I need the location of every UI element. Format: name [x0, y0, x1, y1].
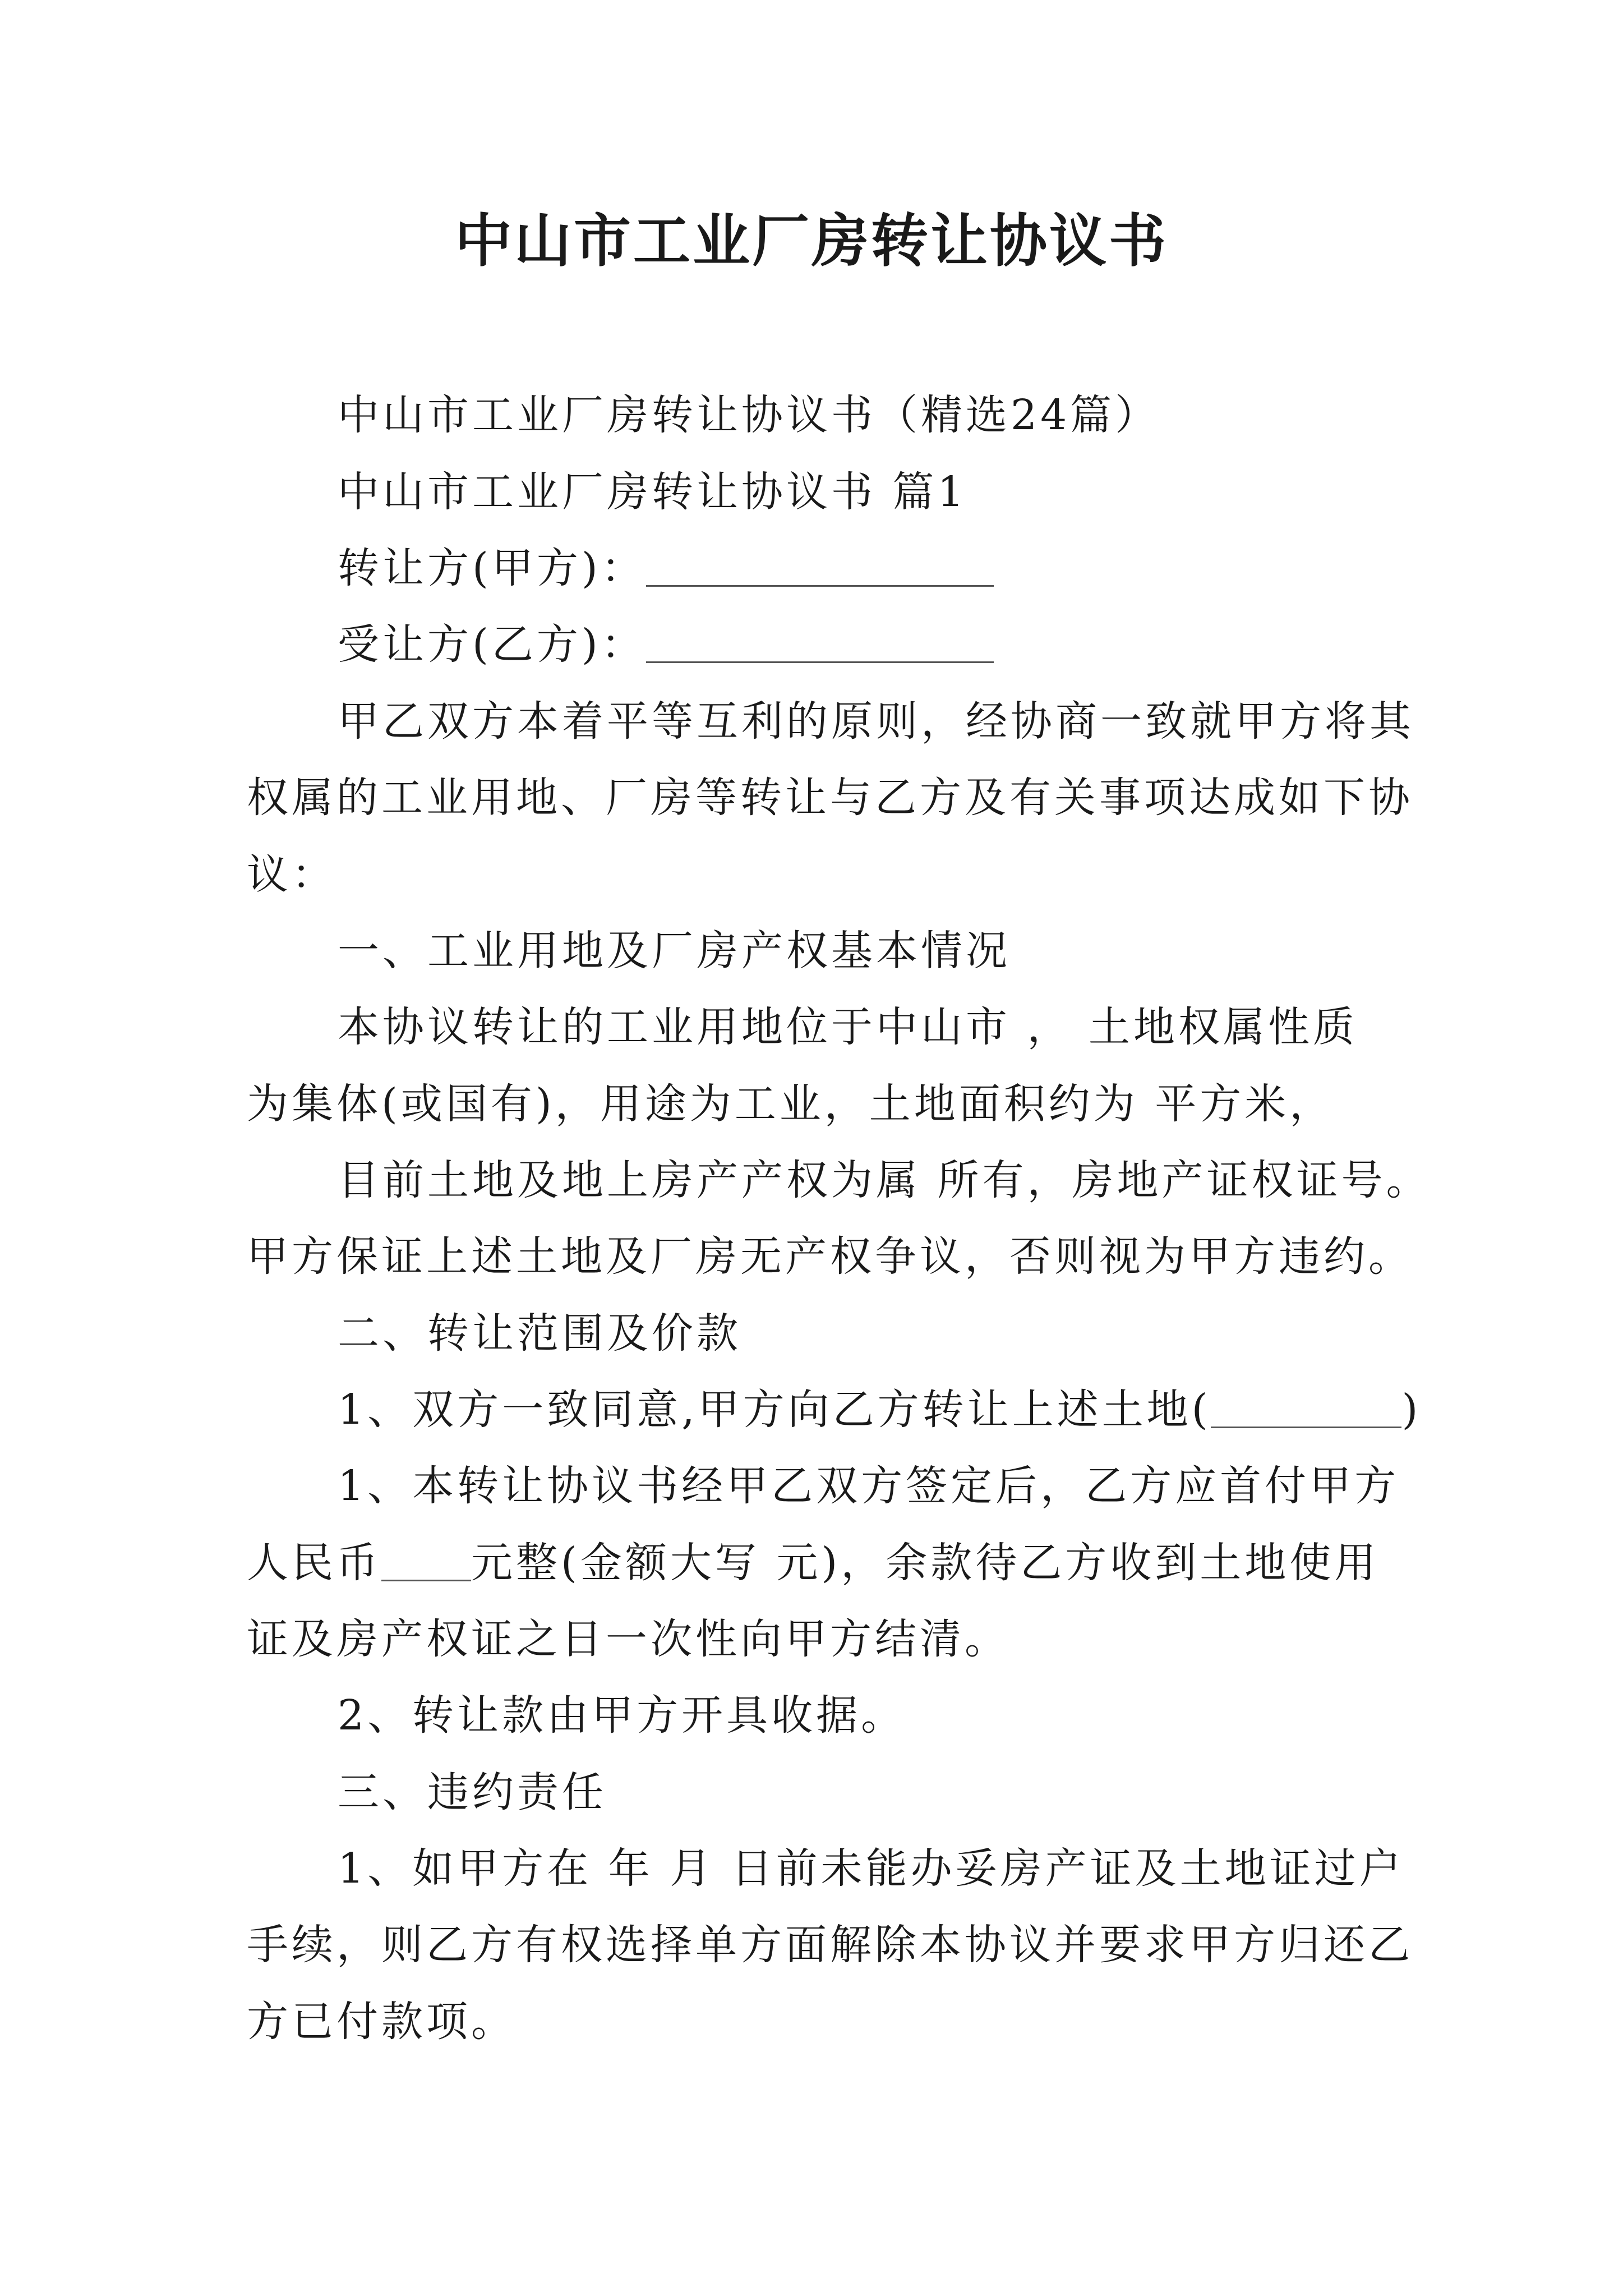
section-2-title: 二、转让范围及价款	[338, 1309, 741, 1358]
section-2-item-2: 2、转让款由甲方开具收据。	[338, 1691, 906, 1740]
document-title: 中山市工业厂房转让协议书	[455, 208, 1168, 275]
rmb-label: 人民币	[247, 1539, 381, 1587]
section-3-item-1-line-2: 手续，则乙方有权选择单方面解除本协议并要求甲方归还乙	[247, 1921, 1413, 1969]
party-b-line	[338, 616, 1403, 673]
intro-line-1: 甲乙双方本着平等互利的原则，经协商一致就甲方将其	[338, 697, 1414, 746]
section-2-item-1b-line-2	[247, 1535, 1396, 1591]
amount-rest: 元整(金额大写 元)，余款待乙方收到土地使用	[471, 1539, 1380, 1587]
section-2-item-1b-line-3: 证及房产权证之日一次性向甲方结清。	[247, 1615, 1009, 1663]
land-blank	[1211, 1387, 1401, 1428]
section-3-item-1-line-1: 1、如甲方在 年 月 日前未能办妥房产证及土地证过户	[338, 1844, 1404, 1893]
party-a-line	[338, 540, 1403, 596]
section-3-title: 三、违约责任	[338, 1768, 607, 1816]
party-a-label: 转让方(甲方)：	[338, 544, 646, 592]
section-1-para-1-line-1: 本协议转让的工业用地位于中山市 ， 土地权属性质	[338, 1003, 1358, 1051]
section-2-item-1	[338, 1382, 1422, 1438]
intro-line-3: 议：	[247, 850, 336, 899]
party-b-blank	[646, 622, 994, 663]
section-1-para-2-line-1: 目前土地及地上房产产权为属 所有，房地产证权证号。	[338, 1156, 1431, 1204]
section-2-item-1b-line-1: 1、本转让协议书经甲乙双方签定后，乙方应首付甲方	[338, 1462, 1400, 1510]
section-1-para-1-line-2: 为集体(或国有)，用途为工业，土地面积约为 平方米，	[247, 1080, 1335, 1128]
section-2-item-1-close: )	[1401, 1386, 1422, 1434]
subtitle: 中山市工业厂房转让协议书（精选24篇）	[338, 391, 1160, 439]
intro-line-2: 权属的工业用地、厂房等转让与乙方及有关事项达成如下协	[247, 774, 1413, 822]
section-3-item-1-line-3: 方已付款项。	[247, 1998, 516, 2046]
party-a-blank	[646, 546, 994, 587]
section-2-item-1-text: 1、双方一致同意,甲方向乙方转让上述土地(	[338, 1386, 1211, 1434]
amount-blank	[381, 1540, 471, 1581]
section-1-para-2-line-2: 甲方保证上述土地及厂房无产权争议，否则视为甲方违约。	[247, 1232, 1413, 1281]
section-heading: 中山市工业厂房转让协议书 篇1	[338, 468, 967, 516]
party-b-label: 受让方(乙方)：	[338, 620, 646, 669]
section-1-title: 一、工业用地及厂房产权基本情况	[338, 927, 1011, 975]
